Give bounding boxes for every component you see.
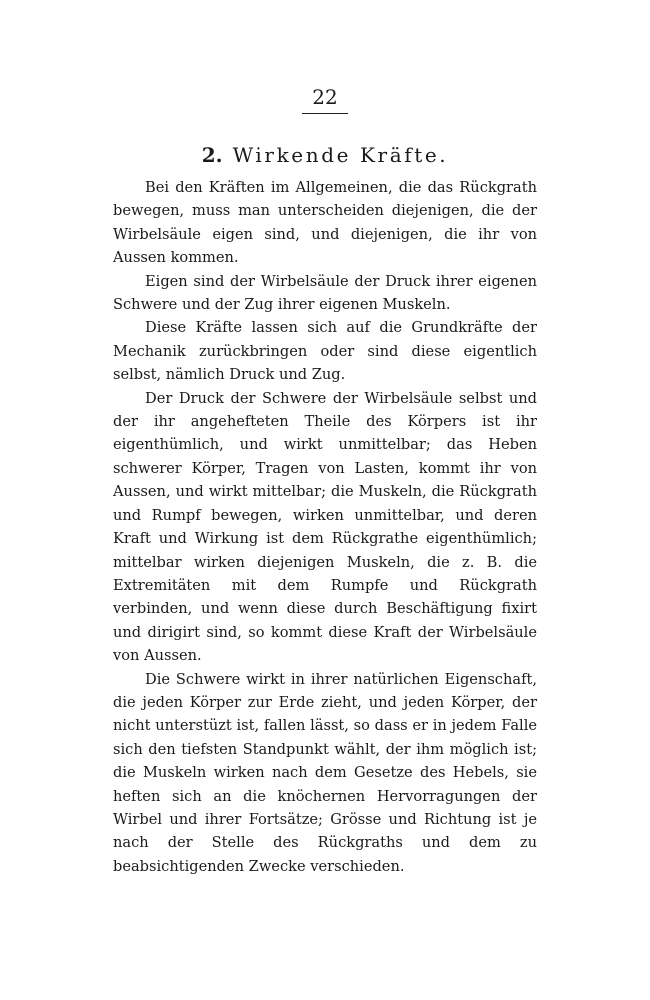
- paragraph: Der Druck der Schwere der Wirbelsäule selbst und der ihr angehefteten Theile des Körpers ist ihr eigenthümlich, und wirkt unmittelbar; das Heben schwerer Körper, Tragen von Lasten, kommt ihr von Aussen, und wirkt mittelbar; die Muskeln, die Rückgrath und Rumpf bewegen, wirken unmittelbar, und deren Kraft und Wirkung ist dem Rückgrathe eigenthümlich; mittelbar wirken diejenigen Muskeln, die z. B. die Extremitäten mit dem Rumpfe und Rückgrath verbinden, und wenn diese durch Beschäftigung fixirt und dirigirt sind, so kommt diese Kraft der Wirbelsäule von Aussen.: [113, 389, 537, 665]
- section-title: Wirkende Kräfte.: [232, 143, 449, 167]
- body-text: [113, 176, 537, 878]
- page-number: 22: [312, 85, 338, 109]
- paragraph: Diese Kräfte lassen sich auf die Grundkräfte der Mechanik zurückbringen oder sind diese eigentlich selbst, nämlich Druck und Zug.: [113, 319, 537, 384]
- paragraph: Bei den Kräften im Allgemeinen, die das Rückgrath bewegen, muss man unterscheiden diejenigen, die der Wirbelsäule eigen sind, und diejenigen, die ihr von Aussen kommen.: [113, 179, 537, 267]
- section-number: 2.: [201, 143, 223, 167]
- page-number-rule: [302, 113, 348, 114]
- paragraph: Die Schwere wirkt in ihrer natürlichen Eigenschaft, die jeden Körper zur Erde zieht, und jeden Körper, der nicht unterstüzt ist, fallen lässt, so dass er in jedem Falle sich den tiefsten Standpunkt wählt, der ihm möglich ist; die Muskeln wirken nach dem Gesetze des Hebels, sie heften sich an die knöchernen Hervorragungen der Wirbel und ihrer Fortsätze; Grösse und Richtung ist je nach der Stelle des Rückgraths und dem zu beabsichtigenden Zwecke verschieden.: [113, 670, 537, 875]
- paragraph: Eigen sind der Wirbelsäule der Druck ihrer eigenen Schwere und der Zug ihrer eigenen Muskeln.: [113, 272, 537, 314]
- section-heading: [0, 142, 650, 168]
